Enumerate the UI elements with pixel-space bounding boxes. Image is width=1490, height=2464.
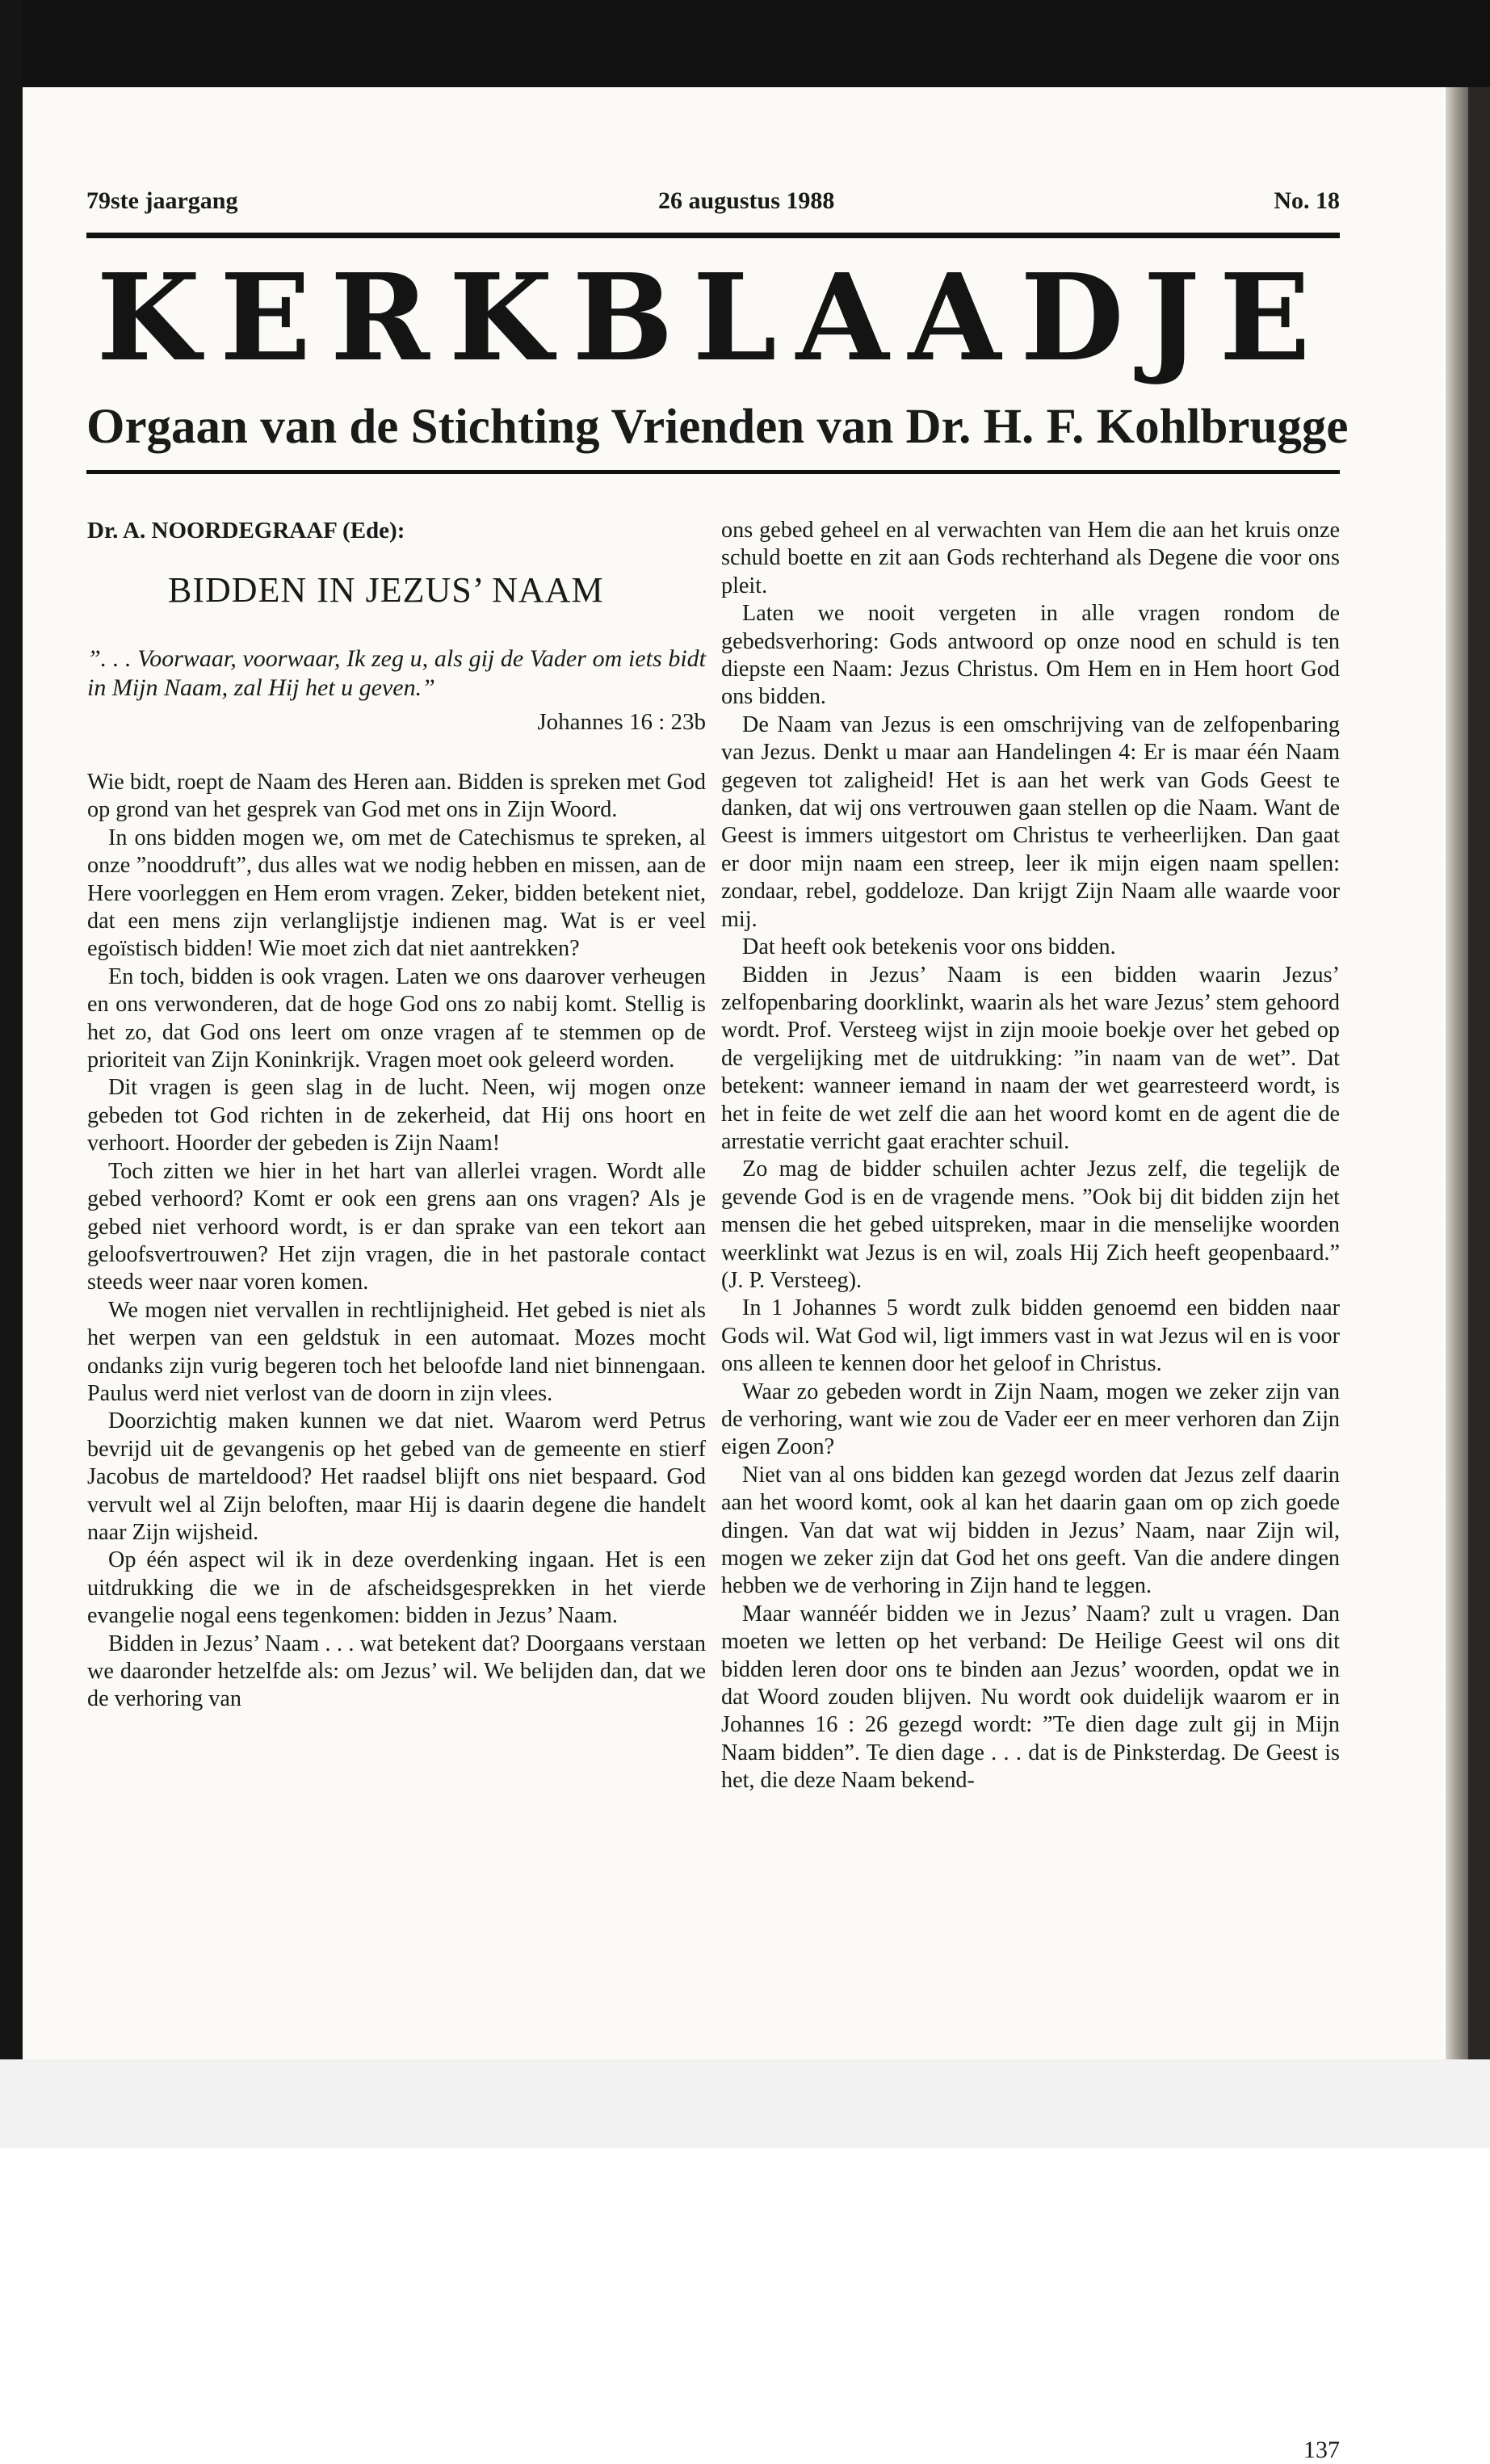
paragraph: Waar zo gebeden wordt in Zijn Naam, mogen we zeker zijn van de verhoring, want wie zou de Vader eer en meer verhoren dan Zijn eigen Zoon? [721, 1379, 1340, 1460]
paragraph: Dit vragen is geen slag in de lucht. Neen, wij mogen onze gebeden tot God richten in de zekerheid, dat Hij ons hoort en verhoort. Hoorder der gebeden is Zijn Naam! [87, 1075, 706, 1156]
page-number: 137 [1303, 2437, 1340, 2463]
article-author: Dr. A. NOORDEGRAAF (Ede): [87, 518, 405, 544]
masthead-subtitle: Orgaan van de Stichting Vrienden van Dr. H. F. Kohlbrugge [86, 400, 1349, 454]
issue-header [86, 187, 1340, 220]
paragraph: Toch zitten we hier in het hart van allerlei vragen. Wordt alle gebed verhoord? Komt er ook een grens aan ons vragen? Als je gebed niet verhoord wordt, is er dan sprake van een tekort aan geloofsvertrouwen? Het zijn vragen, die in het pastorale contact steeds weer naar voren komen. [87, 1158, 706, 1295]
article-title: BIDDEN IN JEZUS’ NAAM [168, 570, 604, 610]
scan-bottom-margin [0, 2059, 1490, 2148]
paragraph: Dat heeft ook betekenis voor ons bidden. [742, 934, 1116, 960]
paragraph: We mogen niet vervallen in rechtlijnigheid. Het gebed is niet als het werpen van een geldstuk in een automaat. Mozes mocht ondanks zijn vurig begeren toch het beloofde land niet binnengaan. Paulus werd niet verlost van de doorn in zijn vlees. [87, 1297, 706, 1406]
scripture-reference: Johannes 16 : 23b [537, 709, 706, 735]
paragraph: In 1 Johannes 5 wordt zulk bidden genoemd een bidden naar Gods wil. Wat God wil, ligt immers vast in wat Jezus wil en is voor ons alleen te kennen door het geloof in Christus. [721, 1295, 1340, 1377]
book-spine-edge [1446, 87, 1468, 2059]
paragraph: Doorzichtig maken kunnen we dat niet. Waarom werd Petrus bevrijd uit de gevangenis op het gebed van de gemeente en stierf Jacobus de marteldood? Het raadsel blijft ons niet bespaard. God vervult wel al Zijn beloften, maar Hij is daarin degene die handelt naar Zijn wijsheid. [87, 1408, 706, 1545]
scan-top-border [0, 0, 1490, 87]
paragraph: Niet van al ons bidden kan gezegd worden dat Jezus zelf daarin aan het woord komt, ook al kan het daarin gaan om op zich goede dingen. Van dat wat wij bidden in Jezus’ Naam, naar Zijn wil, mogen we zeker zijn dat God het ons geeft. Van die andere dingen hebben we de verhoring in Zijn hand te leggen. [721, 1462, 1340, 1599]
paragraph: Wie bidt, roept de Naam des Heren aan. Bidden is spreken met God op grond van het gesprek van God met ons in Zijn Woord. [87, 770, 706, 823]
paragraph: Bidden in Jezus’ Naam is een bidden waarin Jezus’ zelfopenbaring doorklinkt, waarin als het ware Jezus’ stem gehoord wordt. Prof. Versteeg wijst in zijn mooie boekje over het gebed op de vergelijking met de uitdrukking: ”in naam van de wet”. Dat betekent: wanneer iemand in naam der wet gearresteerd wordt, is het in feite de wet zelf die aan het woord komt en de agent die de arrestatie verricht gaat erachter schuil. [721, 962, 1340, 1154]
paragraph: Laten we nooit vergeten in alle vragen rondom de gebedsverhoring: Gods antwoord op onze nood en schuld is ten diepste een Naam: Jezus Christus. Om Hem en in Hem hoort God ons bidden. [721, 601, 1340, 710]
article-column-right [721, 517, 1340, 2463]
paragraph: Op één aspect wil ik in deze overdenking ingaan. Het is een uitdrukking die we in de afscheidsgesprekken in het vierde evangelie nogal eens tegenkomen: bidden in Jezus’ Naam. [87, 1547, 706, 1629]
issue-number: No. 18 [1274, 187, 1340, 214]
paragraph: Zo mag de bidder schuilen achter Jezus zelf, die tegelijk de gevende God is en de vragende mens. ”Ook bij dit bidden zijn het mensen die het gebed uitspreken, maar in die menselijke woorden weerklinkt wat Jezus is en wil, zoals Hij Zich heeft geopenbaard.” (J. P. Versteeg). [721, 1156, 1340, 1293]
paragraph: De Naam van Jezus is een omschrijving van de zelfopenbaring van Jezus. Denkt u maar aan Handelingen 4: Er is maar één Naam gegeven tot zaligheid! Het is aan het werk van Gods Geest te danken, dat wij ons vertrouwen gaan stellen op die Naam. Want de Geest is immers uitgestort om Christus te verheerlijken. Dan gaat er door mijn naam een streep, leer ik mijn eigen naam spellen: zondaar, rebel, goddeloze. Dan krijgt Zijn Naam alle waarde voor mij. [721, 711, 1340, 932]
header-rule [86, 233, 1340, 238]
paragraph: Bidden in Jezus’ Naam . . . wat betekent dat? Doorgaans verstaan we daaronder hetzelfde als: om Jezus’ wil. We belijden dan, dat we de verhoring van [87, 1631, 706, 1712]
scan-left-border [0, 0, 23, 2067]
paragraph: En toch, bidden is ook vragen. Laten we ons daarover verheugen en ons verwonderen, dat de hoge God ons zo nabij komt. Stellig is het zo, dat God ons leert om onze vragen af te stemmen op de prioriteit van Zijn Koninkrijk. Vragen moet ook geleerd worden. [87, 963, 706, 1073]
paragraph: Maar wannéér bidden we in Jezus’ Naam? zult u vragen. Dan moeten we letten op het verband: De Heilige Geest wil ons dit bidden leren door ons te binden aan Jezus’ woorden, opdat we in dat Woord zouden blijven. Nu wordt ook duidelijk waarom er in Johannes 16 : 26 gezegd wordt: ”Te dien dage zult gij in Mijn Naam bidden”. Te dien dage . . . dat is de Pinksterdag. De Geest is het, die deze Naam bekend- [721, 1601, 1340, 1794]
scan-right-border [1468, 87, 1490, 2059]
volume-label: 79ste jaargang [86, 187, 238, 214]
masthead-rule [86, 470, 1340, 474]
masthead-title: KERKBLAADJE [96, 247, 1330, 388]
paragraph: ons gebed geheel en al verwachten van Hem die aan het kruis onze schuld boette en zit aan Gods rechterhand als Degene die voor ons pleit. [721, 518, 1340, 598]
issue-date: 26 augustus 1988 [658, 187, 835, 214]
article-column-left [87, 517, 706, 1714]
paragraph: In ons bidden mogen we, om met de Catechismus te spreken, al onze ”nooddruft”, dus alles wat we nodig hebben en missen, aan de Here voorleggen en Hem erom vragen. Zeker, bidden betekent niet, dat een mens zijn verlanglijstje indienen mag. Wat is er veel egoïstisch bidden! Wie moet zich dat niet aantrekken? [87, 825, 706, 962]
scripture-quote: ”. . . Voorwaar, voorwaar, Ik zeg u, als gij de Vader om iets bidt in Mijn Naam, zal Hij het u geven.” [87, 645, 706, 701]
